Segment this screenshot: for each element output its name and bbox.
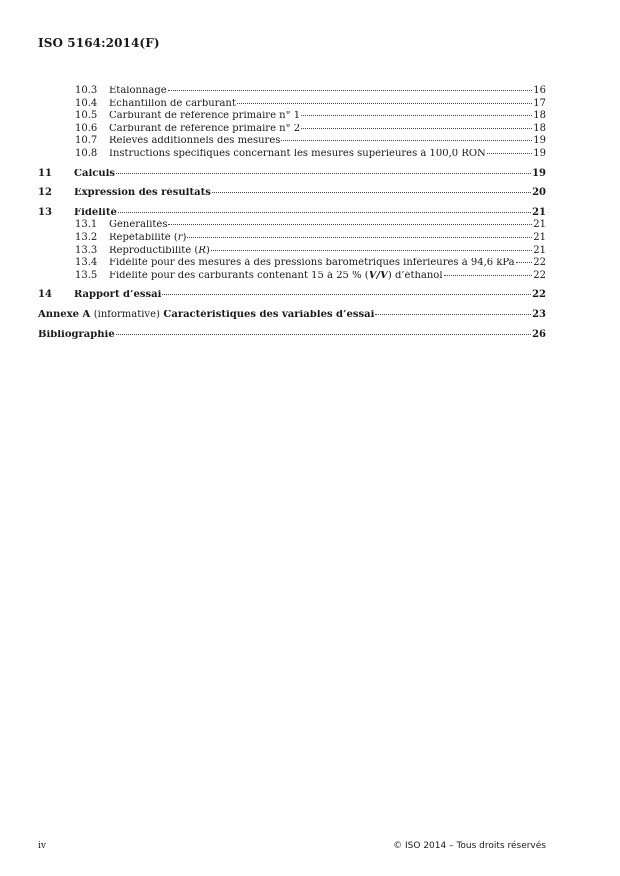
toc-number: 11 xyxy=(38,167,52,179)
toc-leader xyxy=(212,192,531,193)
toc-entry-14[interactable] xyxy=(38,290,546,303)
toc-title xyxy=(109,233,186,243)
toc-entry-13-5[interactable] xyxy=(38,271,546,284)
toc-page: 23 xyxy=(532,308,546,320)
toc-title: Rapport d’essai xyxy=(74,290,162,301)
table-of-contents xyxy=(38,86,546,342)
toc-leader xyxy=(444,275,533,276)
toc-entry-13-1[interactable] xyxy=(38,220,546,233)
toc-title: Calculs xyxy=(74,168,116,179)
toc-leader xyxy=(281,140,532,141)
toc-entry-12[interactable] xyxy=(38,188,546,201)
toc-page: 19 xyxy=(532,167,546,179)
toc-title-text: ) xyxy=(205,245,210,256)
toc-leader xyxy=(168,90,533,91)
toc-entry-10-6[interactable] xyxy=(38,124,546,137)
toc-title-text: Répétabilité ( xyxy=(109,232,178,243)
toc-leader xyxy=(187,237,532,238)
toc-number: 13.4 xyxy=(75,257,98,269)
footer-copyright: © ISO 2014 – Tous droits réservés xyxy=(393,841,546,851)
toc-number: 13.2 xyxy=(75,231,98,243)
toc-entry-10-5[interactable] xyxy=(38,111,546,124)
toc-page: 21 xyxy=(533,219,546,231)
toc-leader xyxy=(375,314,531,315)
toc-page: 21 xyxy=(532,206,546,218)
toc-leader xyxy=(118,212,531,213)
toc-page: 18 xyxy=(533,122,546,134)
toc-number: 13.3 xyxy=(75,244,98,256)
toc-title: Carburant de référence primaire n° 1 xyxy=(109,111,301,122)
toc-title: Étalonnage xyxy=(109,86,167,96)
toc-page: 20 xyxy=(532,187,546,199)
toc-leader xyxy=(487,153,532,154)
footer-page-number: iv xyxy=(38,841,46,851)
toc-leader xyxy=(168,224,532,225)
toc-number: 14 xyxy=(38,289,52,301)
toc-page: 19 xyxy=(533,147,546,159)
toc-entry-13-2[interactable] xyxy=(38,233,546,246)
toc-title-variable: V/V xyxy=(368,270,388,281)
toc-title: Bibliographie xyxy=(38,329,115,340)
toc-entry-13-3[interactable] xyxy=(38,246,546,259)
toc-number: 10.7 xyxy=(75,135,98,147)
toc-entry-annex-a[interactable] xyxy=(38,310,546,323)
toc-number: 10.5 xyxy=(75,110,98,122)
toc-entry-10-7[interactable] xyxy=(38,136,546,149)
toc-title-text: ) d’éthanol xyxy=(387,270,443,281)
toc-title-text: Reproductibilité ( xyxy=(109,245,199,256)
toc-entry-10-4[interactable] xyxy=(38,99,546,112)
toc-title: Instructions spécifiques concernant les mesures supérieures à 100,0 RON xyxy=(109,148,486,159)
toc-title-text: ) xyxy=(182,232,187,243)
toc-leader xyxy=(516,262,533,263)
toc-page: 21 xyxy=(533,231,546,243)
annex-kind: (informative) xyxy=(93,309,160,320)
toc-entry-13-4[interactable] xyxy=(38,258,546,271)
toc-entry-bibliography[interactable] xyxy=(38,330,546,343)
toc-page: 19 xyxy=(533,135,546,147)
toc-title: Expression des résultats xyxy=(74,188,211,199)
toc-page: 26 xyxy=(532,328,546,340)
toc-leader xyxy=(301,115,532,116)
toc-page: 21 xyxy=(533,244,546,256)
toc-page: 16 xyxy=(533,85,546,96)
toc-number: 10.4 xyxy=(75,97,98,109)
toc-leader xyxy=(116,173,531,174)
toc-title xyxy=(109,246,210,256)
annex-label: Annexe A xyxy=(38,309,91,320)
toc-page: 18 xyxy=(533,110,546,122)
toc-title-text: Fidélité pour des carburants contenant 15 à 25 % ( xyxy=(109,270,369,281)
toc-title: Échantillon de carburant xyxy=(109,98,236,109)
toc-number: 12 xyxy=(38,187,52,199)
toc-page: 22 xyxy=(533,257,546,269)
toc-entry-13[interactable] xyxy=(38,208,546,221)
document-header: ISO 5164:2014(F) xyxy=(38,36,160,50)
toc-page: 22 xyxy=(533,269,546,281)
toc-number: 10.6 xyxy=(75,122,98,134)
toc-entry-10-3[interactable] xyxy=(38,86,546,99)
toc-number: 13.5 xyxy=(75,269,98,281)
toc-leader xyxy=(211,250,533,251)
toc-number: 10.8 xyxy=(75,147,98,159)
toc-entry-10-8[interactable] xyxy=(38,149,546,162)
annex-title: Caractéristiques des variables d’essai xyxy=(163,309,375,320)
toc-page: 17 xyxy=(533,97,546,109)
toc-number: 13 xyxy=(38,206,52,218)
toc-number: 10.3 xyxy=(75,85,98,96)
toc-title xyxy=(38,310,374,320)
toc-page: 22 xyxy=(532,289,546,301)
toc-title: Relevés additionnels des mesures xyxy=(109,136,281,147)
toc-title: Fidélité pour des mesures à des pressions barométriques inférieures à 94,6 kPa xyxy=(109,258,515,269)
toc-entry-11[interactable] xyxy=(38,169,546,182)
toc-leader xyxy=(116,334,531,335)
toc-leader xyxy=(301,128,532,129)
toc-leader xyxy=(162,294,531,295)
toc-title: Généralités xyxy=(109,220,168,231)
toc-title-variable: R xyxy=(198,245,206,256)
toc-title: Carburant de référence primaire n° 2 xyxy=(109,123,301,134)
toc-leader xyxy=(237,103,532,104)
toc-number: 13.1 xyxy=(75,219,98,231)
toc-title xyxy=(109,271,443,281)
toc-title: Fidélité xyxy=(74,207,117,218)
toc-title-variable: r xyxy=(177,232,183,243)
